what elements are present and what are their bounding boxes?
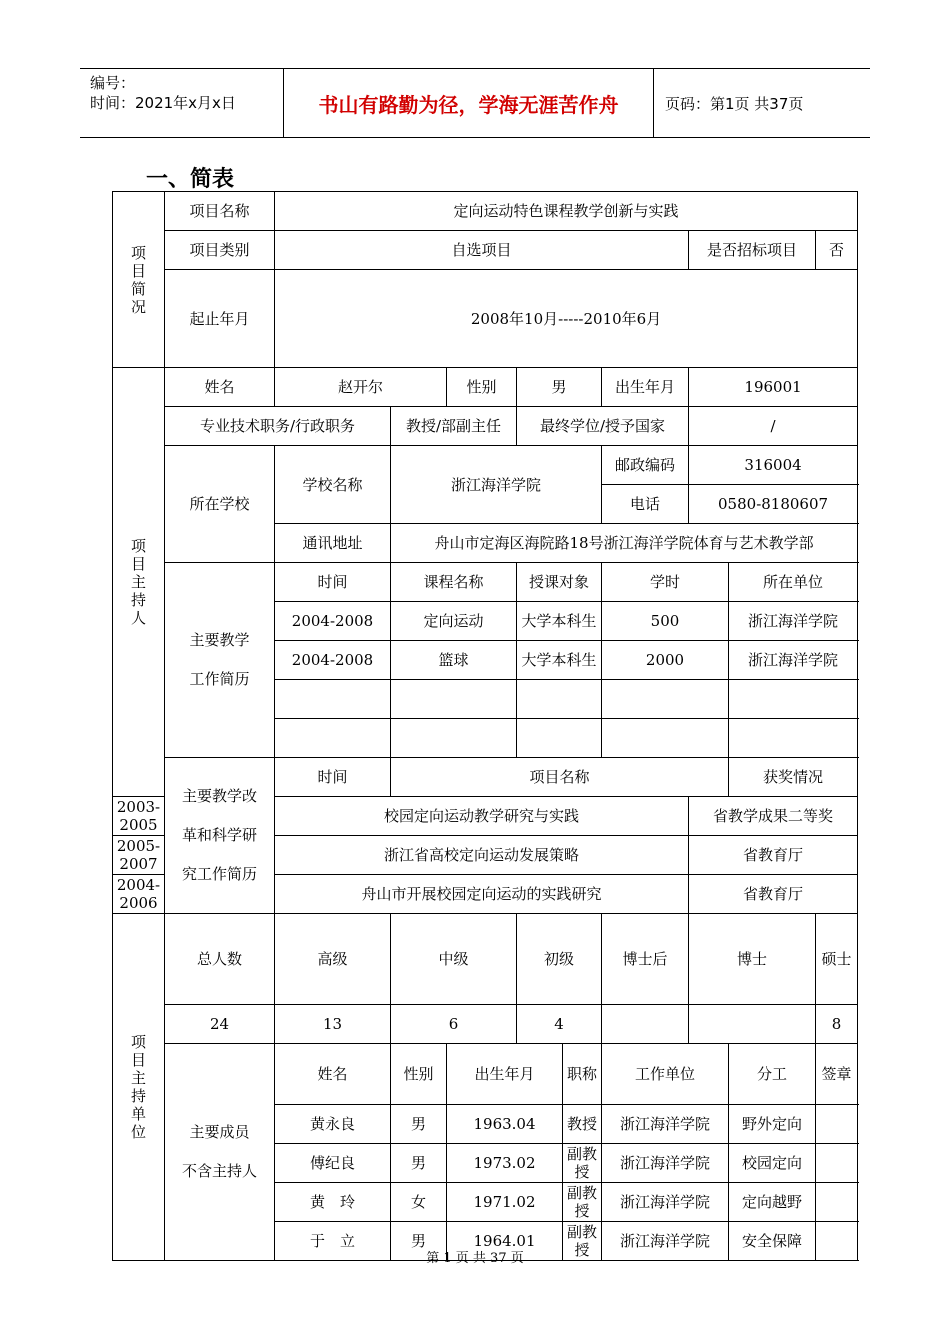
project-name-value: 定向运动特色课程教学创新与实践 [275,192,858,231]
code-label: 编号： [90,74,136,92]
member-cell: 浙江海洋学院 [602,1105,729,1144]
member-cell: 浙江海洋学院 [602,1183,729,1222]
teaching-cell: 大学本科生 [517,641,602,680]
member-cell: 副教授 [563,1222,602,1261]
teaching-cell [729,719,858,758]
research-cell: 省教育厅 [689,875,858,914]
research-cell: 省教学成果二等奖 [689,797,858,836]
member-cell: 黄永良 [275,1105,391,1144]
teaching-cell [391,719,517,758]
gender-value: 男 [517,368,602,407]
degree-label: 最终学位/授予国家 [517,407,689,446]
member-cell: 傅纪良 [275,1144,391,1183]
member-signature-cell [816,1144,858,1183]
phone-label: 电话 [602,485,689,524]
research-header-award: 获奖情况 [729,758,858,797]
teaching-header-hours: 学时 [602,563,729,602]
gender-label: 性别 [447,368,517,407]
research-header-project: 项目名称 [391,758,729,797]
count-value: 13 [275,1005,391,1044]
teaching-cell: 大学本科生 [517,602,602,641]
research-cell: 省教育厅 [689,836,858,875]
teaching-cell: 500 [602,602,729,641]
count-value [602,1005,689,1044]
postcode-value: 316004 [689,446,858,485]
project-name-label: 项目名称 [165,192,275,231]
member-cell: 女 [391,1183,447,1222]
host-name-label: 姓名 [165,368,275,407]
title-label: 专业技术职务/行政职务 [165,407,391,446]
phone-value: 0580-8180607 [689,485,858,524]
count-value: 24 [165,1005,275,1044]
count-header: 总人数 [165,914,275,1005]
table-row [113,1005,858,1044]
teaching-header-unit: 所在单位 [729,563,858,602]
period-value: 2008年10月-----2010年6月 [275,270,858,368]
period-label: 起止年月 [165,270,275,368]
member-header: 职称 [563,1044,602,1105]
member-cell: 1973.02 [447,1144,563,1183]
research-header-time: 时间 [275,758,391,797]
member-cell: 副教授 [563,1144,602,1183]
member-cell: 校园定向 [729,1144,816,1183]
member-header: 工作单位 [602,1044,729,1105]
research-label: 主要教学改 革和科学研 究工作简历 [165,758,275,914]
teaching-cell: 浙江海洋学院 [729,641,858,680]
member-header: 姓名 [275,1044,391,1105]
count-header: 高级 [275,914,391,1005]
member-signature-cell [816,1105,858,1144]
count-value: 6 [391,1005,517,1044]
teaching-cell [517,680,602,719]
teaching-cell [729,680,858,719]
teaching-cell: 定向运动 [391,602,517,641]
member-header: 出生年月 [447,1044,563,1105]
count-value: 4 [517,1005,602,1044]
summary-form-table [112,191,858,1261]
host-group-label: 项 目 主 持 人 [113,368,165,797]
member-cell: 黄 玲 [275,1183,391,1222]
member-cell: 安全保障 [729,1222,816,1261]
count-value [689,1005,816,1044]
teaching-cell: 2000 [602,641,729,680]
address-value: 舟山市定海区海院路18号浙江海洋学院体育与艺术教学部 [391,524,858,563]
unit-group-label: 项 目 主 持 单 位 [113,914,165,1261]
header-motto: 书山有路勤为径，学海无涯苦作舟 [283,69,654,137]
member-header: 性别 [391,1044,447,1105]
member-cell: 浙江海洋学院 [602,1144,729,1183]
bid-value: 否 [816,231,858,270]
member-header: 签章 [816,1044,858,1105]
teaching-cell [602,680,729,719]
header-meta [80,69,283,137]
school-label: 所在学校 [165,446,275,563]
member-cell: 定向越野 [729,1183,816,1222]
teaching-cell [517,719,602,758]
member-cell: 浙江海洋学院 [602,1222,729,1261]
bid-label: 是否招标项目 [689,231,816,270]
teaching-cell [275,680,391,719]
member-cell: 1963.04 [447,1105,563,1144]
teaching-cell [391,680,517,719]
member-cell: 教授 [563,1105,602,1144]
school-name-value: 浙江海洋学院 [391,446,602,524]
teaching-cell: 2004-2008 [275,602,391,641]
teaching-cell: 浙江海洋学院 [729,602,858,641]
count-header: 初级 [517,914,602,1005]
research-cell: 2005-2007 [113,836,165,875]
count-header: 博士后 [602,914,689,1005]
postcode-label: 邮政编码 [602,446,689,485]
page-footer: 第 1 页 共 37 页 [426,1251,524,1266]
teaching-cell [602,719,729,758]
member-cell: 野外定向 [729,1105,816,1144]
degree-value: / [689,407,858,446]
member-cell: 1971.02 [447,1183,563,1222]
title-value: 教授/部副主任 [391,407,517,446]
member-cell: 于 立 [275,1222,391,1261]
header-page-label: 页码：第1页 共37页 [665,94,804,113]
members-label: 主要成员 不含主持人 [165,1044,275,1261]
member-cell: 男 [391,1105,447,1144]
teaching-header-target: 授课对象 [517,563,602,602]
research-cell: 2003-2005 [113,797,165,836]
count-header: 中级 [391,914,517,1005]
address-label: 通讯地址 [275,524,391,563]
section-title: 一、简表 [146,167,235,192]
teaching-header-time: 时间 [275,563,391,602]
teaching-cell [275,719,391,758]
research-cell: 浙江省高校定向运动发展策略 [275,836,689,875]
research-cell: 校园定向运动教学研究与实践 [275,797,689,836]
member-cell: 男 [391,1222,447,1261]
page-header [80,68,870,138]
member-cell: 1964.01 [447,1222,563,1261]
summary-group-label: 项 目 简 况 [113,192,165,368]
school-name-label: 学校名称 [275,446,391,524]
project-type-label: 项目类别 [165,231,275,270]
project-type-value: 自选项目 [275,231,689,270]
teaching-label: 主要教学 工作简历 [165,563,275,758]
member-header: 分工 [729,1044,816,1105]
birth-label: 出生年月 [602,368,689,407]
research-cell: 舟山市开展校园定向运动的实践研究 [275,875,689,914]
birth-value: 196001 [689,368,858,407]
teaching-cell: 2004-2008 [275,641,391,680]
teaching-header-course: 课程名称 [391,563,517,602]
teaching-cell: 篮球 [391,641,517,680]
date-label: 时间：2021年x月x日 [90,94,236,112]
member-cell: 男 [391,1144,447,1183]
host-name-value: 赵开尔 [275,368,447,407]
count-value: 8 [816,1005,858,1044]
member-signature-cell [816,1183,858,1222]
count-header: 博士 [689,914,816,1005]
research-cell: 2004-2006 [113,875,165,914]
count-header: 硕士 [816,914,858,1005]
member-cell: 副教授 [563,1183,602,1222]
